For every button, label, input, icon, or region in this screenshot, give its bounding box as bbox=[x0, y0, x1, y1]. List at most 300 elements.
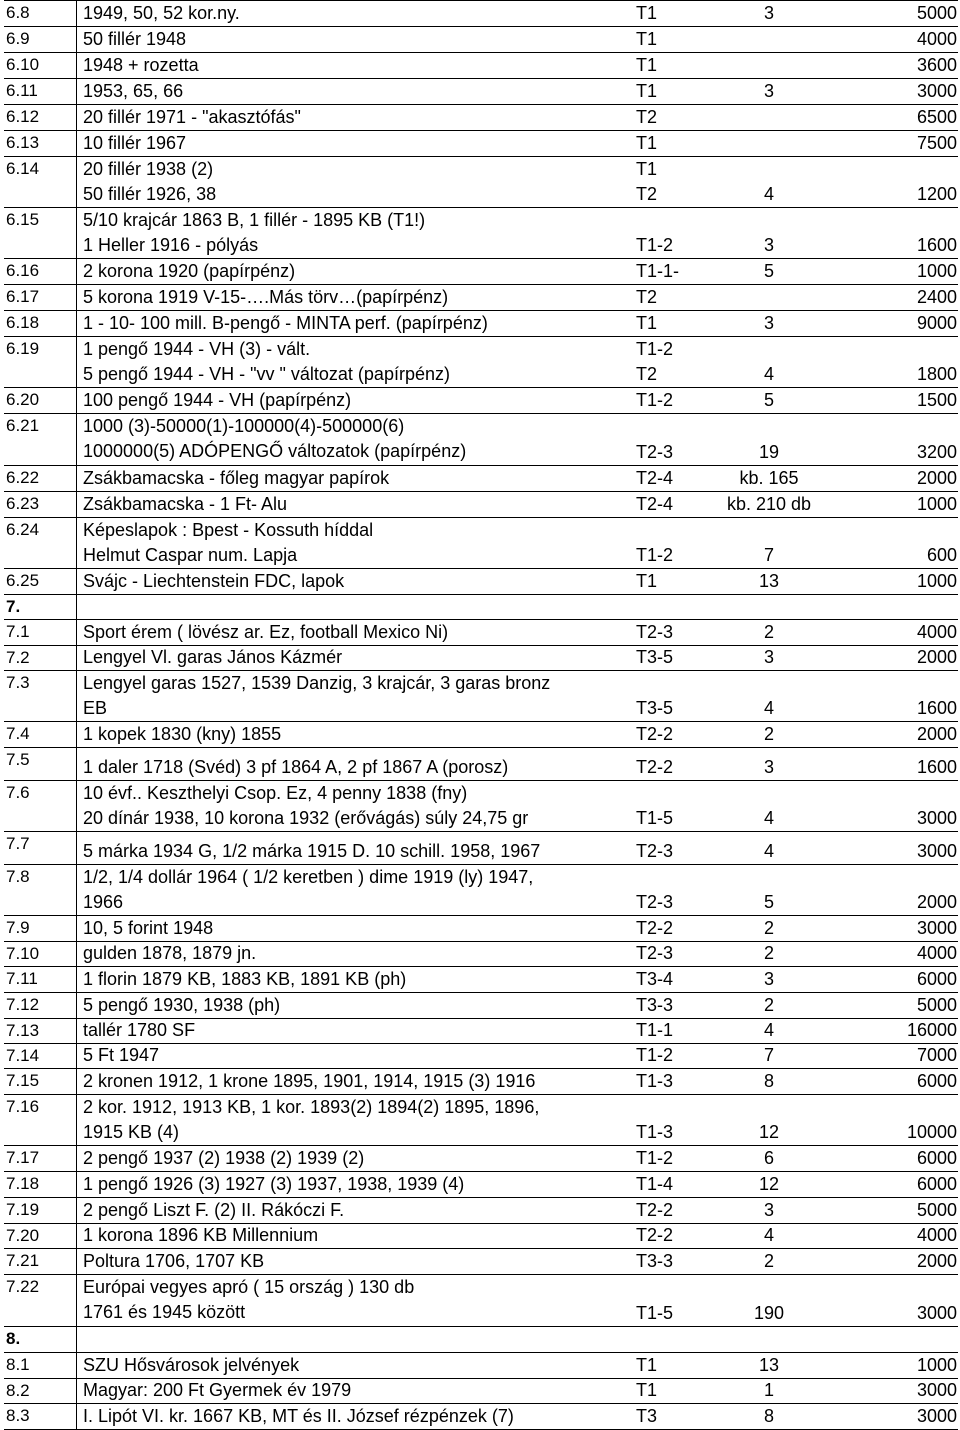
lot-number-text: 7.12 bbox=[6, 995, 40, 1014]
lot-description bbox=[76, 620, 634, 645]
lot-description bbox=[76, 27, 634, 52]
lot-number bbox=[4, 1, 76, 26]
lot-number-text: 6.8 bbox=[6, 3, 30, 22]
lot-number-text: 7.16 bbox=[6, 1097, 40, 1116]
lot-grade bbox=[634, 967, 714, 992]
lot-description-line: Zsákbamacska - 1 Ft- Alu bbox=[83, 494, 288, 514]
lot-number bbox=[4, 781, 76, 831]
lot-price bbox=[824, 781, 958, 831]
lot-price bbox=[824, 1044, 958, 1068]
lot-grade-text: T1 bbox=[636, 1355, 658, 1375]
lot-price bbox=[824, 492, 958, 517]
lot-description-line: 1949, 50, 52 kor.ny. bbox=[83, 3, 240, 23]
lot-number bbox=[4, 722, 76, 747]
lot-grade-text: T1-5 bbox=[636, 808, 674, 828]
lot-number-text: 7.9 bbox=[6, 918, 30, 937]
lot-row bbox=[4, 865, 958, 916]
lot-row bbox=[4, 1172, 958, 1198]
lot-number-text: 7.19 bbox=[6, 1200, 40, 1219]
lot-price-text: 5000 bbox=[916, 3, 957, 23]
lot-grade bbox=[634, 916, 714, 941]
lot-description bbox=[76, 671, 634, 721]
lot-price-text: 7000 bbox=[916, 1045, 957, 1065]
lot-description-line: 20 fillér 1971 - "akasztófás" bbox=[83, 107, 301, 127]
lot-grade-text: T3-3 bbox=[636, 1251, 674, 1271]
lot-grade-text: T1-4 bbox=[636, 1174, 674, 1194]
lot-price bbox=[824, 1, 958, 26]
lot-quantity bbox=[714, 285, 824, 310]
lot-number bbox=[4, 466, 76, 491]
lot-quantity bbox=[714, 832, 824, 864]
lot-number bbox=[4, 1379, 76, 1403]
lot-price bbox=[824, 131, 958, 156]
lot-number-text: 6.12 bbox=[6, 107, 40, 126]
lot-number bbox=[4, 53, 76, 78]
lot-quantity bbox=[714, 79, 824, 104]
lot-description-line: 50 fillér 1948 bbox=[83, 29, 187, 49]
lot-price bbox=[824, 311, 958, 336]
lot-description bbox=[76, 569, 634, 594]
lot-number bbox=[4, 1069, 76, 1094]
lot-price-text: 6500 bbox=[916, 107, 957, 127]
lot-number-text: 7.17 bbox=[6, 1148, 40, 1167]
lot-price-text: 1200 bbox=[916, 184, 957, 204]
lot-price-text: 1600 bbox=[916, 757, 957, 777]
lot-description bbox=[76, 646, 634, 670]
lot-row bbox=[4, 492, 958, 518]
lot-quantity-text: 8 bbox=[763, 1406, 774, 1426]
lot-number bbox=[4, 569, 76, 594]
lot-number-text: 7.20 bbox=[6, 1226, 40, 1245]
lot-description bbox=[76, 1044, 634, 1068]
lot-description-line: Svájc - Liechtenstein FDC, lapok bbox=[83, 571, 345, 591]
lot-quantity-text: 5 bbox=[763, 390, 774, 410]
lot-quantity-text: 3 bbox=[763, 81, 774, 101]
lot-row bbox=[4, 722, 958, 748]
lot-grade-text: T1-1 bbox=[636, 1020, 674, 1040]
lot-quantity bbox=[714, 1353, 824, 1378]
lot-number-text: 6.11 bbox=[6, 81, 38, 100]
lot-quantity bbox=[714, 311, 824, 336]
lot-grade bbox=[634, 1044, 714, 1068]
lot-grade-text: T1 bbox=[636, 159, 658, 179]
lot-quantity-text: 4 bbox=[763, 1225, 774, 1245]
lot-description bbox=[76, 53, 634, 78]
lot-quantity-text: 5 bbox=[763, 892, 774, 912]
lot-number bbox=[4, 79, 76, 104]
lot-price-text: 3000 bbox=[916, 1380, 957, 1400]
lot-grade-text: T1-1- bbox=[636, 261, 680, 281]
lot-quantity-text: 2 bbox=[763, 622, 774, 642]
auction-lot-table bbox=[4, 0, 958, 1430]
lot-quantity-text: kb. 210 db bbox=[726, 494, 812, 514]
lot-price-text: 3200 bbox=[916, 442, 957, 462]
lot-number bbox=[4, 337, 76, 387]
lot-number bbox=[4, 1146, 76, 1171]
lot-description-line: 10 fillér 1967 bbox=[83, 133, 187, 153]
lot-description-line: Magyar: 200 Ft Gyermek év 1979 bbox=[83, 1380, 352, 1400]
lot-grade-text: T3 bbox=[636, 1406, 658, 1426]
lot-description bbox=[76, 1275, 634, 1326]
lot-description bbox=[76, 1095, 634, 1145]
lot-price-text: 4000 bbox=[916, 29, 957, 49]
lot-quantity-text: 19 bbox=[758, 442, 780, 462]
lot-number bbox=[4, 646, 76, 670]
lot-quantity-text: 4 bbox=[763, 1020, 774, 1040]
lot-grade-text: T3-3 bbox=[636, 995, 674, 1015]
lot-quantity-text: 4 bbox=[763, 698, 774, 718]
lot-number-text: 6.22 bbox=[6, 468, 40, 487]
lot-description-line: 1/2, 1/4 dollár 1964 ( 1/2 keretben ) dime 1919 (ly) 1947, bbox=[83, 867, 534, 887]
lot-number bbox=[4, 259, 76, 284]
lot-number-text: 6.21 bbox=[6, 416, 40, 435]
lot-number-text: 7.2 bbox=[6, 648, 30, 667]
lot-row bbox=[4, 157, 958, 208]
lot-price bbox=[824, 259, 958, 284]
lot-number-text: 7.5 bbox=[6, 750, 30, 769]
lot-grade-text: T1-2 bbox=[636, 235, 674, 255]
lot-quantity bbox=[714, 620, 824, 645]
lot-description-line: EB bbox=[83, 698, 108, 718]
lot-row bbox=[4, 595, 958, 620]
lot-description bbox=[76, 1353, 634, 1378]
lot-price bbox=[824, 569, 958, 594]
lot-description-line: tallér 1780 SF bbox=[83, 1020, 196, 1040]
lot-number-text: 7.11 bbox=[6, 969, 38, 988]
lot-description-line: 1000000(5) ADÓPENGŐ változatok (papírpénz) bbox=[83, 441, 467, 461]
lot-number bbox=[4, 916, 76, 941]
lot-quantity bbox=[714, 671, 824, 721]
lot-quantity-text: 3 bbox=[763, 1200, 774, 1220]
lot-grade-text: T1 bbox=[636, 1380, 658, 1400]
lot-quantity-text: 4 bbox=[763, 184, 774, 204]
lot-number-text: 8.2 bbox=[6, 1381, 30, 1400]
lot-grade bbox=[634, 993, 714, 1018]
lot-price-text: 5000 bbox=[916, 995, 957, 1015]
lot-quantity-text: 3 bbox=[763, 3, 774, 23]
lot-grade bbox=[634, 1069, 714, 1094]
lot-price-text: 3000 bbox=[916, 918, 957, 938]
lot-price bbox=[824, 1379, 958, 1403]
lot-quantity-text: 4 bbox=[763, 841, 774, 861]
lot-number-text: 7.6 bbox=[6, 783, 30, 802]
lot-grade bbox=[634, 646, 714, 670]
lot-price-text: 3000 bbox=[916, 841, 957, 861]
lot-number bbox=[4, 131, 76, 156]
lot-price bbox=[824, 967, 958, 992]
lot-quantity-text: 1 bbox=[763, 1380, 774, 1400]
lot-number bbox=[4, 1275, 76, 1326]
lot-grade bbox=[634, 208, 714, 258]
lot-number bbox=[4, 942, 76, 966]
lot-quantity bbox=[714, 569, 824, 594]
lot-grade bbox=[634, 1275, 714, 1326]
lot-quantity bbox=[714, 208, 824, 258]
lot-number-text: 7.21 bbox=[6, 1251, 40, 1270]
lot-number bbox=[4, 492, 76, 517]
lot-number bbox=[4, 1353, 76, 1378]
lot-row bbox=[4, 1, 958, 27]
lot-price-text: 4000 bbox=[916, 943, 957, 963]
lot-quantity bbox=[714, 646, 824, 670]
lot-grade bbox=[634, 942, 714, 966]
lot-grade bbox=[634, 492, 714, 517]
lot-number-text: 6.23 bbox=[6, 494, 40, 513]
lot-row bbox=[4, 466, 958, 492]
lot-price-text: 4000 bbox=[916, 1225, 957, 1245]
lot-description bbox=[76, 311, 634, 336]
lot-description bbox=[76, 1019, 634, 1043]
lot-price bbox=[824, 1095, 958, 1145]
lot-number bbox=[4, 832, 76, 864]
lot-quantity-text: 190 bbox=[753, 1303, 785, 1323]
lot-description-line: 1966 bbox=[83, 892, 124, 912]
lot-price-text: 1800 bbox=[916, 364, 957, 384]
lot-row bbox=[4, 1404, 958, 1430]
lot-grade bbox=[634, 259, 714, 284]
lot-number bbox=[4, 414, 76, 465]
lot-price-text: 1000 bbox=[916, 494, 957, 514]
lot-grade-text: T2-2 bbox=[636, 757, 674, 777]
lot-quantity-text: 3 bbox=[763, 313, 774, 333]
lot-description-line: 5 korona 1919 V-15-….Más törv…(papírpénz) bbox=[83, 287, 449, 307]
lot-grade bbox=[634, 1019, 714, 1043]
lot-price-text: 6000 bbox=[916, 969, 957, 989]
lot-description-line: 2 pengő Liszt F. (2) II. Rákóczi F. bbox=[83, 1200, 345, 1220]
lot-number bbox=[4, 105, 76, 130]
lot-quantity-text: 3 bbox=[763, 757, 774, 777]
lot-quantity bbox=[714, 1379, 824, 1403]
lot-row bbox=[4, 1044, 958, 1069]
lot-number-text: 6.15 bbox=[6, 210, 40, 229]
lot-number bbox=[4, 1019, 76, 1043]
lot-grade-text: T2-3 bbox=[636, 943, 674, 963]
lot-quantity-text: 12 bbox=[758, 1122, 780, 1142]
lot-quantity-text: 3 bbox=[763, 969, 774, 989]
lot-price-text: 1500 bbox=[916, 390, 957, 410]
lot-price bbox=[824, 595, 958, 619]
lot-grade-text: T2-2 bbox=[636, 1200, 674, 1220]
lot-description-line: I. Lipót VI. kr. 1667 KB, MT és II. József rézpénzek (7) bbox=[83, 1406, 514, 1426]
lot-quantity bbox=[714, 1, 824, 26]
lot-description-line: 10 évf.. Keszthelyi Csop. Ez, 4 penny 1838 (fny) bbox=[83, 783, 468, 803]
lot-number bbox=[4, 1224, 76, 1248]
lot-grade-text: T1-2 bbox=[636, 1045, 674, 1065]
lot-number-text: 6.19 bbox=[6, 339, 40, 358]
lot-price bbox=[824, 414, 958, 465]
lot-description-line: 5 pengő 1930, 1938 (ph) bbox=[83, 995, 281, 1015]
lot-description-line: 2 kor. 1912, 1913 KB, 1 kor. 1893(2) 1894(2) 1895, 1896, bbox=[83, 1097, 540, 1117]
lot-grade bbox=[634, 27, 714, 52]
lot-description bbox=[76, 414, 634, 465]
lot-description-line: 5 márka 1934 G, 1/2 márka 1915 D. 10 schill. 1958, 1967 bbox=[83, 841, 541, 861]
lot-quantity bbox=[714, 1327, 824, 1352]
lot-grade bbox=[634, 781, 714, 831]
lot-quantity-text: 4 bbox=[763, 808, 774, 828]
lot-number-text: 7.7 bbox=[6, 834, 30, 853]
lot-price bbox=[824, 466, 958, 491]
lot-quantity bbox=[714, 1019, 824, 1043]
lot-grade-text: T2 bbox=[636, 184, 658, 204]
lot-row bbox=[4, 285, 958, 311]
lot-description bbox=[76, 967, 634, 992]
lot-price-text: 1600 bbox=[916, 698, 957, 718]
lot-row bbox=[4, 832, 958, 865]
lot-price-text: 3000 bbox=[916, 81, 957, 101]
lot-description bbox=[76, 518, 634, 568]
lot-number-text: 8. bbox=[6, 1329, 21, 1348]
lot-row bbox=[4, 518, 958, 569]
lot-description-line: 2 kronen 1912, 1 krone 1895, 1901, 1914, 1915 (3) 1916 bbox=[83, 1071, 536, 1091]
lot-description bbox=[76, 1249, 634, 1274]
lot-number-text: 7.15 bbox=[6, 1071, 40, 1090]
lot-grade-text: T2-2 bbox=[636, 1225, 674, 1245]
lot-description-line: Lengyel Vl. garas János Kázmér bbox=[83, 647, 343, 667]
lot-row bbox=[4, 620, 958, 646]
lot-grade bbox=[634, 79, 714, 104]
lot-description bbox=[76, 259, 634, 284]
lot-price-text: 600 bbox=[926, 545, 957, 565]
lot-description-line: 5 Ft 1947 bbox=[83, 1045, 160, 1065]
lot-description bbox=[76, 105, 634, 130]
lot-price-text: 6000 bbox=[916, 1071, 957, 1091]
lot-grade-text: T2-3 bbox=[636, 442, 674, 462]
lot-description bbox=[76, 993, 634, 1018]
lot-row bbox=[4, 208, 958, 259]
lot-quantity bbox=[714, 131, 824, 156]
lot-grade-text: T3-5 bbox=[636, 647, 674, 667]
lot-grade-text: T1-3 bbox=[636, 1122, 674, 1142]
lot-price bbox=[824, 1069, 958, 1094]
lot-number-text: 6.9 bbox=[6, 29, 30, 48]
lot-number bbox=[4, 1327, 76, 1352]
lot-quantity-text: 13 bbox=[758, 1355, 780, 1375]
lot-quantity-text: 7 bbox=[763, 545, 774, 565]
lot-price bbox=[824, 671, 958, 721]
lot-description bbox=[76, 1224, 634, 1248]
lot-price bbox=[824, 646, 958, 670]
lot-price-text: 6000 bbox=[916, 1148, 957, 1168]
lot-description-line: SZU Hősvárosok jelvények bbox=[83, 1355, 300, 1375]
lot-price-text: 4000 bbox=[916, 622, 957, 642]
lot-quantity-text: 12 bbox=[758, 1174, 780, 1194]
lot-number bbox=[4, 1172, 76, 1197]
lot-description-line: 1915 KB (4) bbox=[83, 1122, 180, 1142]
lot-description bbox=[76, 1, 634, 26]
lot-price-text: 3000 bbox=[916, 1303, 957, 1323]
lot-description-line: 100 pengő 1944 - VH (papírpénz) bbox=[83, 390, 352, 410]
lot-grade bbox=[634, 1249, 714, 1274]
lot-grade bbox=[634, 865, 714, 915]
lot-description bbox=[76, 1069, 634, 1094]
lot-quantity bbox=[714, 157, 824, 207]
lot-description-line: 1 - 10- 100 mill. B-pengő - MINTA perf. (papírpénz) bbox=[83, 313, 488, 333]
lot-quantity bbox=[714, 1404, 824, 1429]
lot-price-text: 2000 bbox=[916, 724, 957, 744]
lot-price-text: 9000 bbox=[916, 313, 957, 333]
lot-row bbox=[4, 1095, 958, 1146]
lot-row bbox=[4, 131, 958, 157]
lot-row bbox=[4, 1353, 958, 1379]
lot-number-text: 7.4 bbox=[6, 724, 30, 743]
lot-description-line: 20 dínár 1938, 10 korona 1932 (erővágás) súly 24,75 gr bbox=[83, 808, 529, 828]
lot-quantity-text: 4 bbox=[763, 364, 774, 384]
lot-grade bbox=[634, 1404, 714, 1429]
lot-quantity bbox=[714, 1198, 824, 1223]
lot-number-text: 8.3 bbox=[6, 1406, 30, 1425]
lot-description bbox=[76, 337, 634, 387]
lot-price-text: 2000 bbox=[916, 647, 957, 667]
lot-quantity bbox=[714, 1275, 824, 1326]
lot-number-text: 7.22 bbox=[6, 1277, 40, 1296]
lot-row bbox=[4, 993, 958, 1019]
lot-grade-text: T2 bbox=[636, 107, 658, 127]
lot-price bbox=[824, 1249, 958, 1274]
lot-quantity bbox=[714, 1146, 824, 1171]
lot-description bbox=[76, 832, 634, 864]
lot-row bbox=[4, 53, 958, 79]
lot-row bbox=[4, 569, 958, 595]
lot-quantity bbox=[714, 414, 824, 465]
lot-description bbox=[76, 865, 634, 915]
lot-grade-text: T1-2 bbox=[636, 390, 674, 410]
lot-description-line: gulden 1878, 1879 jn. bbox=[83, 943, 257, 963]
lot-description-line: 1953, 65, 66 bbox=[83, 81, 184, 101]
lot-price bbox=[824, 722, 958, 747]
lot-price-text: 2400 bbox=[916, 287, 957, 307]
lot-quantity bbox=[714, 595, 824, 619]
lot-grade-text: T1 bbox=[636, 313, 658, 333]
lot-price-text: 16000 bbox=[906, 1020, 957, 1040]
lot-description bbox=[76, 131, 634, 156]
lot-number bbox=[4, 865, 76, 915]
lot-number bbox=[4, 388, 76, 413]
lot-grade bbox=[634, 388, 714, 413]
lot-price bbox=[824, 157, 958, 207]
lot-price-text: 10000 bbox=[906, 1122, 957, 1142]
lot-price bbox=[824, 1353, 958, 1378]
lot-description-line: 1 Heller 1916 - pólyás bbox=[83, 235, 259, 255]
lot-grade bbox=[634, 620, 714, 645]
lot-price bbox=[824, 337, 958, 387]
lot-grade bbox=[634, 722, 714, 747]
lot-description bbox=[76, 748, 634, 780]
lot-description bbox=[76, 1327, 634, 1352]
lot-description bbox=[76, 916, 634, 941]
lot-price bbox=[824, 1198, 958, 1223]
lot-grade bbox=[634, 157, 714, 207]
lot-quantity bbox=[714, 1249, 824, 1274]
lot-description bbox=[76, 466, 634, 491]
lot-quantity bbox=[714, 259, 824, 284]
lot-description bbox=[76, 595, 634, 619]
lot-grade-text: T1 bbox=[636, 81, 658, 101]
lot-number bbox=[4, 993, 76, 1018]
lot-grade-text: T1-2 bbox=[636, 545, 674, 565]
lot-description-line: 1 kopek 1830 (kny) 1855 bbox=[83, 724, 282, 744]
lot-price bbox=[824, 1019, 958, 1043]
lot-description bbox=[76, 1379, 634, 1403]
lot-number bbox=[4, 157, 76, 207]
lot-row bbox=[4, 1275, 958, 1327]
lot-price-text: 1000 bbox=[916, 261, 957, 281]
lot-quantity-text: 8 bbox=[763, 1071, 774, 1091]
lot-description-line: 1948 + rozetta bbox=[83, 55, 199, 75]
lot-row bbox=[4, 1069, 958, 1095]
lot-number-text: 6.24 bbox=[6, 520, 40, 539]
lot-price-text: 5000 bbox=[916, 1200, 957, 1220]
lot-row bbox=[4, 1146, 958, 1172]
